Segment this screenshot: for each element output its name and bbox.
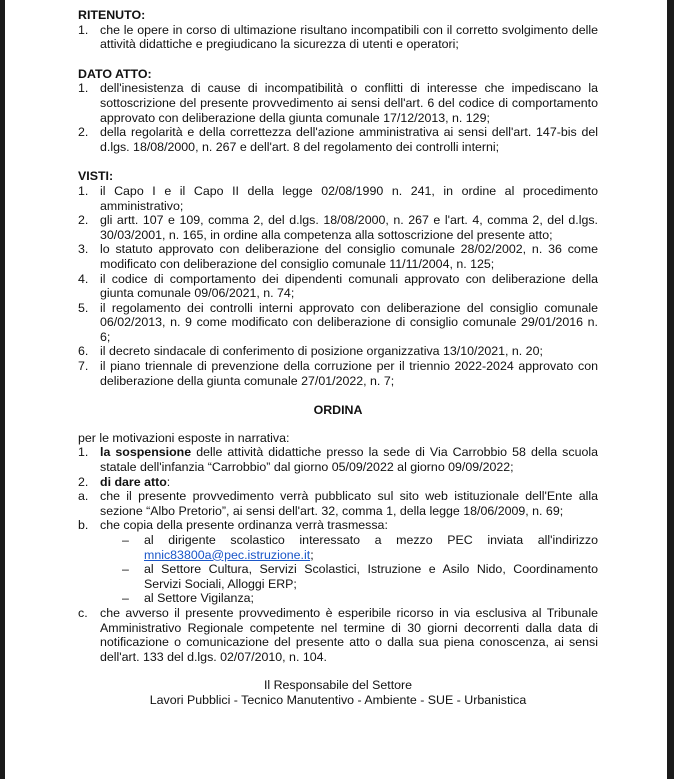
item-bold-phrase: di dare atto [100, 474, 167, 489]
signature-title: Il Responsabile del Settore [263, 678, 413, 693]
item-number: 1. [78, 81, 89, 96]
item-letter: b. [78, 518, 89, 533]
dash-marker: – [122, 562, 129, 577]
list-ritenuto [78, 23, 598, 52]
list-item [78, 359, 598, 388]
item-text-rest: : [166, 474, 171, 489]
list-item [78, 272, 598, 301]
list-item [78, 242, 598, 271]
dash-marker: – [122, 533, 129, 547]
item-text: il regolamento dei controlli interni approvato con deliberazione del consiglio comunale 06/02/2013, n. 9 come modificato con deliberazione di consiglio comunale 29/01/2016 n. 6; [100, 300, 598, 344]
list-item [78, 301, 598, 345]
ordina-title: ORDINA [313, 403, 363, 418]
heading-ritenuto: RITENUTO: [78, 8, 146, 22]
dash-marker: – [122, 591, 129, 606]
item-number: 1. [78, 22, 89, 37]
item-text: della regolarità e della correttezza dell'azione amministrativa ai sensi dell'art. 147-bis del d.lgs. 18/08/2000, n. 267 e dell'art. 8 del regolamento dei controlli interni; [100, 125, 598, 154]
page-edge-right [667, 0, 674, 779]
item-text: che avverso il presente provvedimento è esperibile ricorso in via esclusiva al Tribunale Amministrativo Regionale competente nel termine di 30 giorni decorrenti dalla data di notificazione o comunicazione del presente atto o dalla sua piena conoscenza, ai sensi dell'art. 133 del d.lgs. 02/07/2010, n. 104. [100, 605, 598, 664]
item-number: 2. [78, 125, 89, 140]
item-number: 4. [78, 271, 89, 286]
page-edge-left [0, 0, 5, 779]
signature-block [78, 678, 598, 707]
item-text [144, 533, 598, 562]
item-text: lo statuto approvato con deliberazione del consiglio comunale 28/02/2002, n. 36 come modificato con deliberazione del consiglio comunale 11/11/2004, n. 125; [100, 242, 598, 271]
item-bold-phrase: la sospensione [100, 445, 192, 460]
document-content [78, 8, 598, 708]
item-text: che il presente provvedimento verrà pubblicato sul sito web istituzionale dell'Ente alla sezione “Albo Pretorio”, ai sensi dell'art. 32, comma 1, della legge 18/06/2009, n. 69; [100, 489, 598, 518]
recipient-after: ; [310, 547, 314, 562]
list-item [78, 445, 598, 474]
recipient-text: al Settore Cultura, Servizi Scolastici, Istruzione e Asilo Nido, Coordinamento Servizi Sociali, Alloggi ERP; [144, 562, 598, 591]
item-number: 7. [78, 359, 89, 374]
sublist-recipients [78, 533, 598, 606]
list-item [78, 475, 598, 490]
section-dato-atto [78, 67, 598, 155]
list-item [78, 184, 598, 213]
item-number: 6. [78, 344, 89, 359]
recipient-item [122, 533, 598, 562]
list-item [78, 81, 598, 125]
section-ordina [78, 431, 598, 665]
list-dato-atto [78, 81, 598, 154]
list-visti [78, 184, 598, 388]
item-text [100, 475, 598, 490]
section-ritenuto [78, 8, 598, 52]
recipient-text: al dirigente scolastico interessato a mezzo PEC inviata all'indirizzo [144, 533, 598, 547]
item-text: il codice di comportamento dei dipendenti comunali approvato con deliberazione della giunta comunale 09/06/2021, n. 74; [100, 271, 598, 301]
item-text: il decreto sindacale di conferimento di posizione organizzativa 13/10/2021, n. 20; [100, 344, 543, 359]
item-number: 2. [78, 474, 89, 489]
item-text: gli artt. 107 e 109, comma 2, del d.lgs. 18/08/2000, n. 267 e l'art. 4, comma 2, del d.lgs. 30/03/2001, n. 165, in ordine alla competenza alla sottoscrizione del presente atto; [100, 213, 598, 242]
sublist-item-b [78, 518, 598, 533]
pec-email-link[interactable]: mnic83800a@pec.istruzione.it [144, 547, 311, 562]
item-number: 3. [78, 242, 89, 257]
item-text: che copia della presente ordinanza verrà trasmessa: [100, 518, 388, 533]
item-text: dell'inesistenza di cause di incompatibilità o conflitti di interesse che impediscano la sottoscrizione del presente provvedimento ai sensi dell'art. 6 del codice di comportamento approvato con deliberazione della giunta comunale 17/12/2013, n. 129; [100, 81, 598, 125]
recipient-text: al Settore Vigilanza; [144, 591, 254, 606]
item-text [100, 445, 598, 474]
item-letter: a. [78, 489, 89, 504]
item-number: 5. [78, 300, 89, 315]
sublist-alpha-c [78, 606, 598, 664]
item-number: 2. [78, 213, 89, 228]
list-item [78, 213, 598, 242]
heading-visti: VISTI: [78, 169, 114, 184]
recipient-item [122, 591, 598, 606]
item-text: che le opere in corso di ultimazione risultano incompatibili con il corretto svolgimento delle attività didattiche e pregiudicano la sicurezza di utenti e operatori; [100, 22, 598, 52]
list-ordina [78, 445, 598, 489]
list-item [78, 344, 598, 359]
list-item [78, 125, 598, 154]
item-text-rest: delle attività didattiche presso la sede di Via Carrobbio 58 della scuola statale dell'infanzia “Carrobbio” dal giorno 05/09/2022 al giorno 09/09/2022; [100, 445, 598, 475]
sublist-item-c [78, 606, 598, 664]
sublist-alpha [78, 489, 598, 533]
item-text: il piano triennale di prevenzione della corruzione per il triennio 2022-2024 approvato con deliberazione della giunta comunale 27/01/2022, n. 7; [100, 359, 598, 388]
sublist-item-a [78, 489, 598, 518]
signature-department: Lavori Pubblici - Tecnico Manutentivo - Ambiente - SUE - Urbanistica [149, 692, 527, 707]
recipient-item [122, 562, 598, 591]
section-visti [78, 169, 598, 388]
item-text: il Capo I e il Capo II della legge 02/08/1990 n. 241, in ordine al procedimento amministrativo; [100, 183, 598, 213]
item-number: 1. [78, 183, 89, 198]
item-letter: c. [78, 605, 88, 620]
heading-dato-atto: DATO ATTO: [78, 66, 152, 81]
item-number: 1. [78, 445, 89, 460]
list-item [78, 23, 598, 52]
ordina-intro: per le motivazioni esposte in narrativa: [78, 430, 290, 445]
